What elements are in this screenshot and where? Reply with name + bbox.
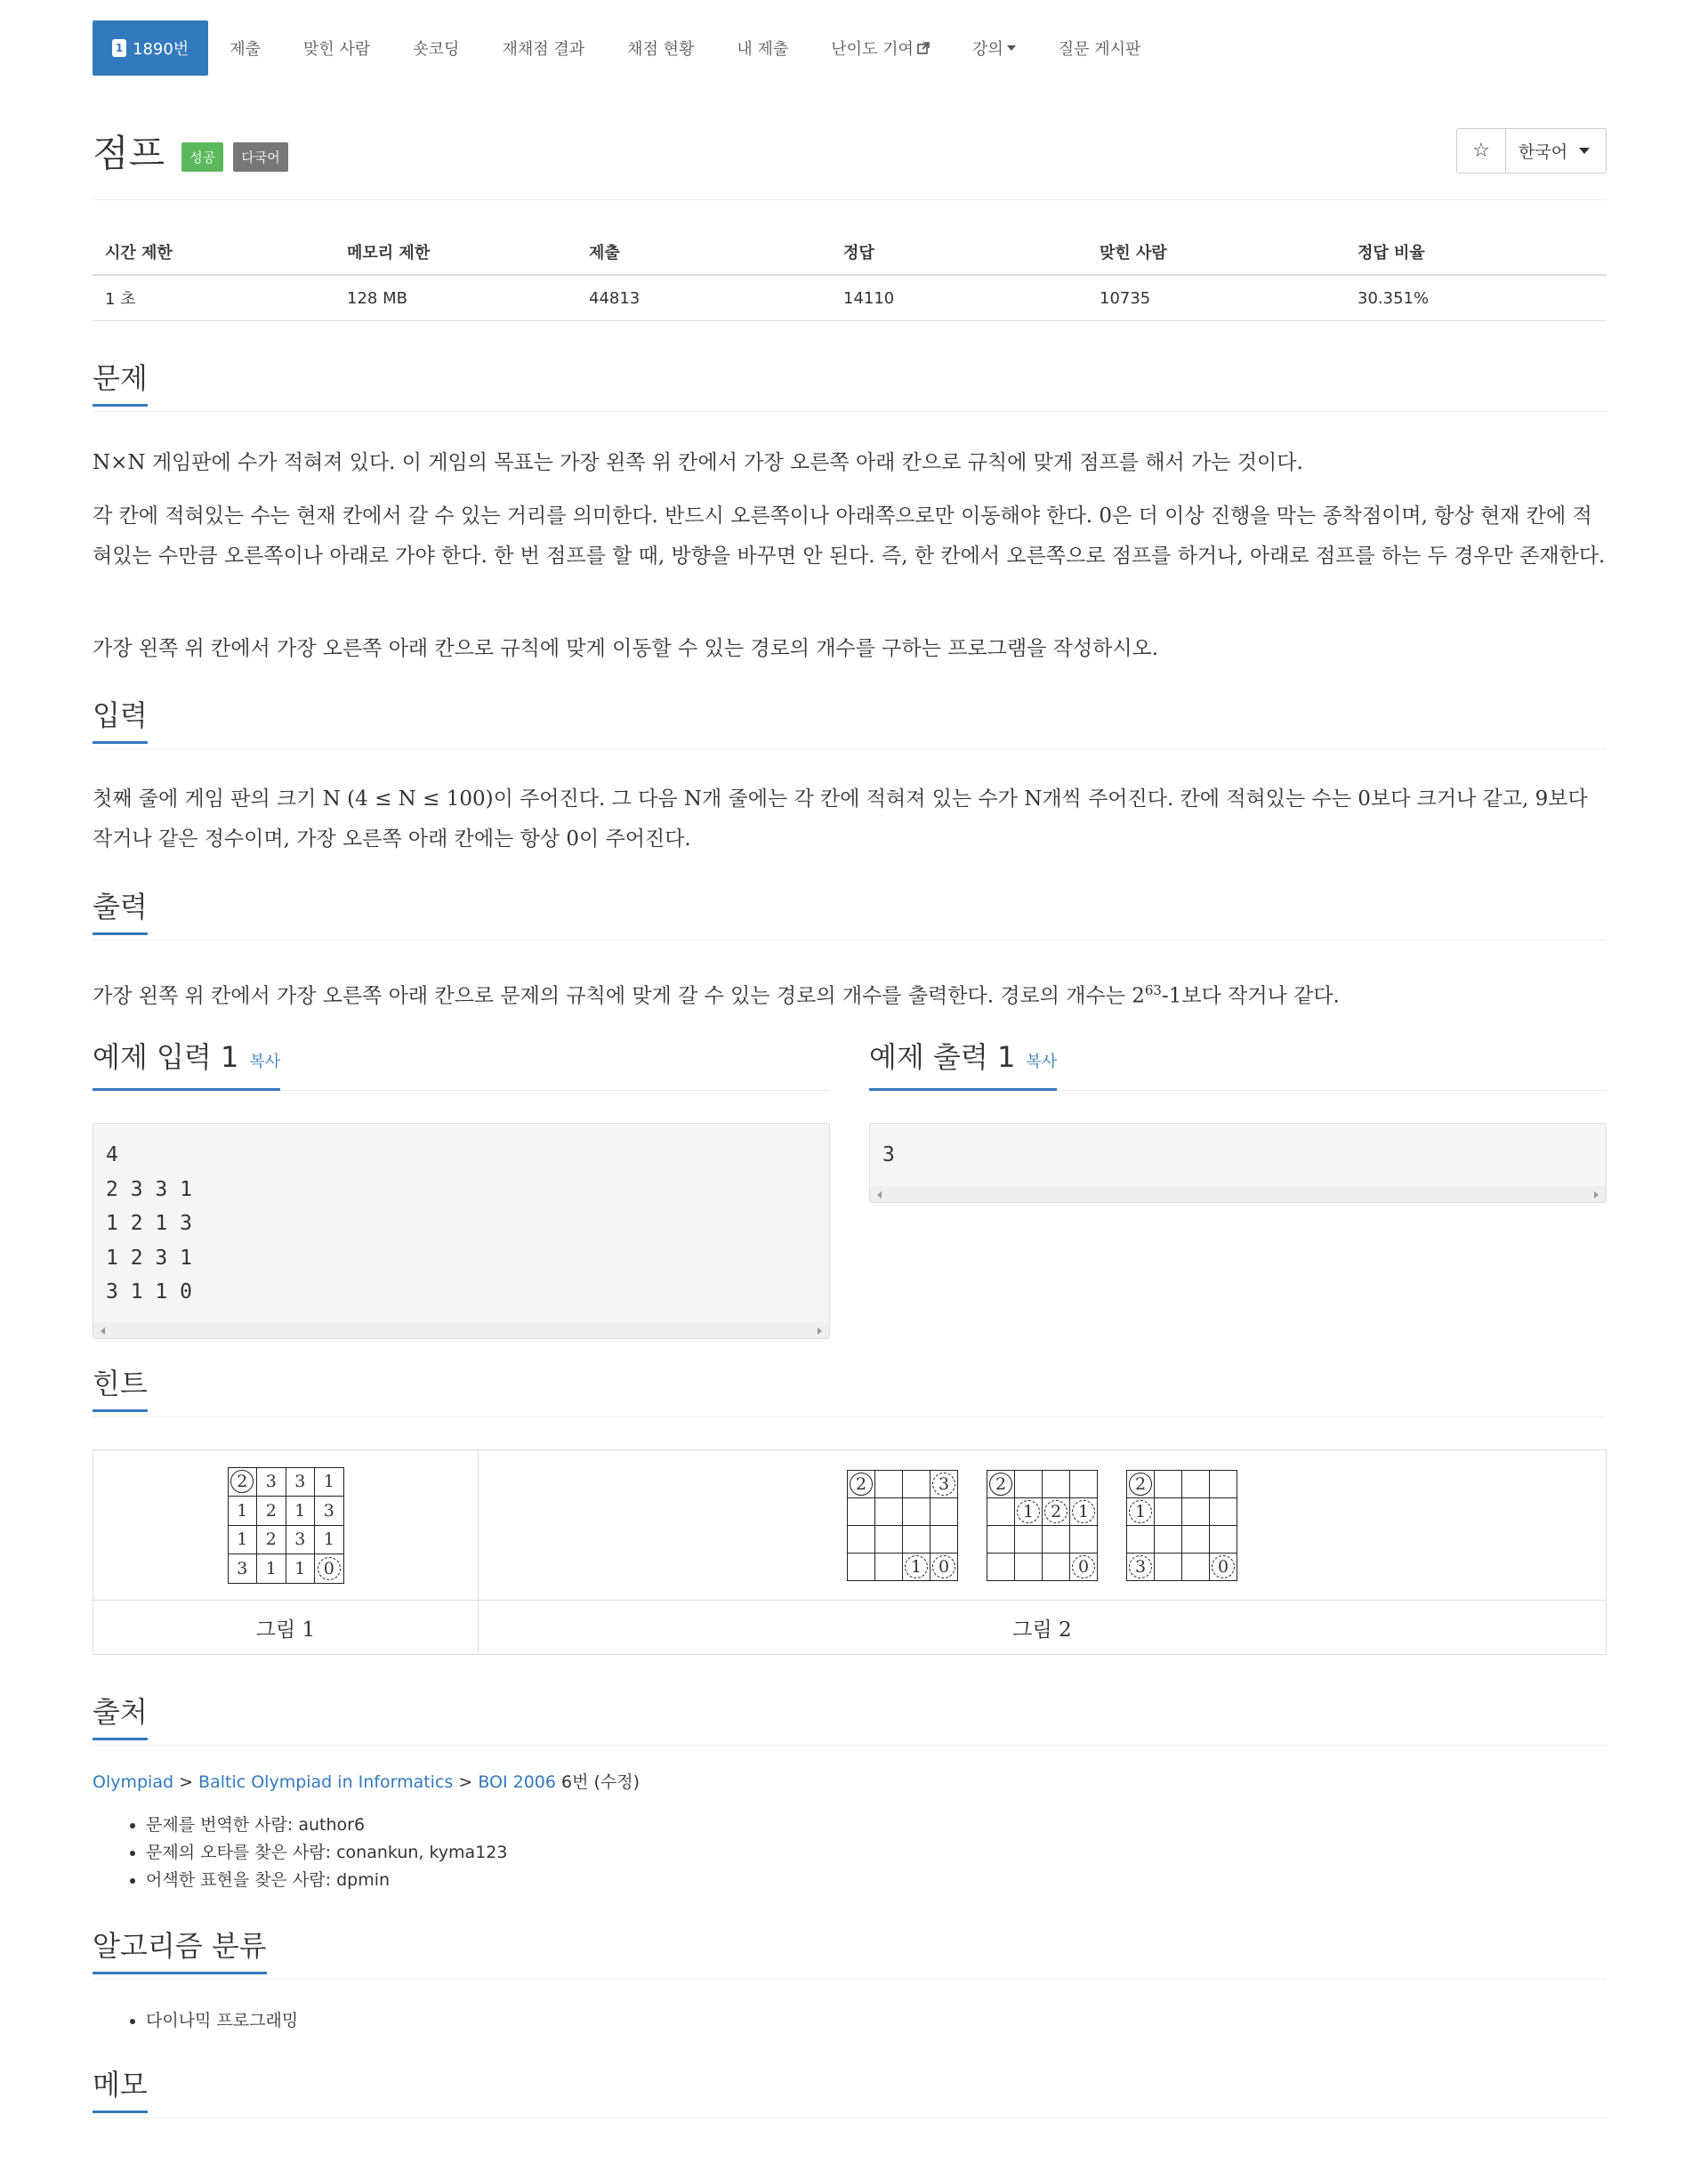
info-header-ratio: 정답 비율: [1345, 230, 1607, 275]
sample-input-title-text: 예제 입력 1: [93, 1040, 239, 1074]
grid-cell: [1182, 1526, 1210, 1554]
grid-cell: [286, 1468, 316, 1497]
grid-cell: [1210, 1471, 1237, 1498]
info-header-time: 시간 제한: [93, 230, 334, 275]
grid-cell-value: 0: [318, 1557, 341, 1580]
sample-input-title: [93, 1040, 280, 1091]
sample-output-header: [869, 1040, 1607, 1091]
breadcrumb-separator: >: [458, 1772, 473, 1792]
grid-cell: [903, 1554, 931, 1581]
info-value-row: [93, 275, 1607, 321]
grid-cell: [903, 1498, 931, 1526]
grid-cell: [315, 1526, 344, 1555]
grid-cell-value: 2: [1129, 1473, 1152, 1496]
grid-cell: [1155, 1471, 1182, 1498]
breadcrumb-separator: >: [179, 1772, 193, 1792]
algorithm-section-header: [93, 1929, 1607, 1980]
figure-2-caption: 그림 2: [479, 1601, 1607, 1655]
tab-solved-users-label: 맞힌 사람: [302, 40, 371, 59]
grid-cell: [1155, 1498, 1182, 1526]
tab-qna-board[interactable]: [1037, 20, 1163, 76]
grid-cell: [229, 1497, 258, 1526]
sample-output-title: [869, 1040, 1057, 1091]
grid-cell: [257, 1526, 286, 1555]
grid-cell-value: 1: [237, 1529, 248, 1550]
tab-submit-label: 제출: [230, 40, 261, 59]
grid-cell-value: 1: [294, 1500, 306, 1521]
grid-cell-value: 1: [323, 1529, 334, 1550]
tab-problem[interactable]: [93, 20, 208, 76]
info-header-row: [93, 230, 1607, 275]
grid-cell-value: 2: [265, 1529, 277, 1550]
grid-cell: [1015, 1526, 1043, 1554]
list-item: • 문제의 오타를 찾은 사람: conankun, kyma123: [146, 1839, 507, 1867]
figure-1-cell: [93, 1450, 479, 1601]
grid-cell: [987, 1471, 1015, 1498]
star-icon: ☆: [1472, 140, 1490, 162]
info-time-limit: 1 초: [93, 275, 334, 321]
sample-output-text: 3: [882, 1143, 895, 1166]
grid-cell: [903, 1526, 931, 1554]
grid-cell-value: 3: [237, 1558, 248, 1578]
source-link-olympiad[interactable]: Olympiad: [93, 1772, 174, 1792]
figure-2a-grid: [847, 1470, 958, 1581]
grid-cell: [286, 1554, 316, 1584]
tab-short-coding[interactable]: [391, 20, 480, 76]
grid-cell: [286, 1526, 316, 1555]
horizontal-scrollbar[interactable]: [870, 1186, 1606, 1202]
grid-cell-value: 1: [1129, 1500, 1152, 1523]
source-link-boi[interactable]: Baltic Olympiad in Informatics: [198, 1772, 454, 1792]
grid-cell-value: 3: [294, 1529, 306, 1550]
output-exponent: 63: [1144, 982, 1162, 998]
sample-output-box[interactable]: [869, 1123, 1607, 1203]
algorithm-section-title: 알고리즘 분류: [93, 1929, 267, 1974]
grid-cell: [931, 1471, 958, 1498]
scroll-left-icon: [101, 1328, 105, 1335]
grid-cell-value: 2: [230, 1470, 254, 1493]
tab-difficulty[interactable]: [810, 20, 951, 76]
grid-cell: [987, 1526, 1015, 1554]
input-section-header: [93, 698, 1607, 749]
grid-cell: [315, 1497, 344, 1526]
list-item: • 문제를 번역한 사람: author6: [146, 1812, 507, 1839]
figure-1-grid: [228, 1467, 344, 1584]
source-breadcrumb: [93, 1769, 640, 1793]
language-select[interactable]: [1506, 129, 1606, 173]
grid-cell-value: 1: [265, 1558, 277, 1578]
grid-cell: [1070, 1498, 1098, 1526]
grid-cell-value: 3: [1129, 1555, 1152, 1578]
grid-cell: [875, 1498, 903, 1526]
copy-input-button[interactable]: 복사: [249, 1053, 281, 1071]
grid-cell-value: 3: [294, 1472, 306, 1492]
grid-cell: [229, 1526, 258, 1555]
info-accepted: 14110: [831, 275, 1087, 321]
tab-difficulty-label: 난이도 기여: [831, 40, 914, 59]
grid-cell: [1070, 1526, 1098, 1554]
grid-cell: [1155, 1526, 1182, 1554]
sample-input-box[interactable]: [93, 1123, 830, 1339]
grid-cell: [848, 1526, 875, 1554]
problem-paragraph-3: 가장 왼쪽 위 칸에서 가장 오른쪽 아래 칸으로 규칙에 맞게 이동할 수 있는 경로의 개수를 구하는 프로그램을 작성하시오.: [93, 637, 1159, 660]
grid-cell: [875, 1554, 903, 1581]
output-section-title: 출력: [93, 890, 148, 935]
grid-cell: [903, 1471, 931, 1498]
memo-section-header: [93, 2068, 1607, 2119]
problem-title: 점프: [93, 132, 165, 175]
horizontal-scrollbar[interactable]: [93, 1322, 829, 1338]
figure-1-caption: 그림 1: [93, 1601, 479, 1655]
grid-cell-value: 1: [323, 1472, 334, 1492]
grid-cell-value: 0: [1072, 1555, 1095, 1578]
grid-cell-value: 1: [905, 1555, 928, 1578]
grid-cell: [315, 1468, 344, 1497]
tab-status-label: 채점 현황: [627, 40, 695, 59]
tab-my-submissions-label: 내 제출: [737, 40, 789, 59]
grid-cell-value: 2: [1044, 1500, 1068, 1523]
scroll-left-icon: [877, 1191, 882, 1198]
output-text-after: -1보다 작거나 같다.: [1161, 984, 1340, 1008]
grid-cell: [1182, 1471, 1210, 1498]
figure-2-grids: [847, 1470, 1237, 1581]
grid-cell: [257, 1554, 286, 1584]
grid-cell: [848, 1471, 875, 1498]
grid-cell: [1127, 1471, 1155, 1498]
grid-cell: [1043, 1498, 1070, 1526]
grid-cell: [1210, 1498, 1237, 1526]
star-button[interactable]: [1457, 129, 1506, 173]
grid-cell: [1043, 1471, 1070, 1498]
grid-cell-value: 0: [1212, 1555, 1235, 1578]
copy-output-button[interactable]: 복사: [1026, 1053, 1058, 1071]
source-suffix: 6번 (수정): [561, 1772, 640, 1792]
grid-cell: [1127, 1526, 1155, 1554]
grid-cell: [931, 1526, 958, 1554]
grid-cell: [931, 1554, 958, 1581]
source-section-title: 출처: [93, 1695, 148, 1740]
divider: [93, 199, 1607, 200]
info-ratio: 30.351%: [1345, 275, 1607, 321]
info-header-memory: 메모리 제한: [334, 230, 576, 275]
grid-cell: [1015, 1554, 1043, 1581]
sample-input-text: 4 2 3 3 1 1 2 1 3 1 2 3 1 3 1 1 0: [106, 1143, 192, 1303]
tab-problem-label: 1890번: [133, 40, 189, 59]
grid-cell: [1155, 1554, 1182, 1581]
tab-solved-users[interactable]: [282, 20, 391, 76]
grid-cell: [987, 1554, 1015, 1581]
tab-submit[interactable]: [208, 20, 282, 76]
list-item: • 어색한 표현을 찾은 사람: dpmin: [146, 1867, 507, 1894]
grid-cell-value: 1: [237, 1500, 248, 1521]
scroll-right-icon: [1594, 1191, 1599, 1198]
grid-cell: [875, 1471, 903, 1498]
figure-2c-grid: [1126, 1470, 1237, 1581]
output-section-header: [93, 890, 1607, 940]
grid-cell: [1015, 1471, 1043, 1498]
tab-short-coding-label: 숏코딩: [413, 40, 460, 59]
problem-number-icon: 1: [112, 39, 126, 57]
grid-cell-value: 0: [932, 1555, 955, 1578]
success-badge: 성공: [181, 142, 223, 172]
grid-cell: [931, 1498, 958, 1526]
tab-lecture-label: 강의: [971, 40, 1003, 59]
grid-cell: [1210, 1554, 1237, 1581]
algorithm-tag-link[interactable]: • 다이나믹 프로그래밍: [146, 2007, 298, 2035]
grid-cell-value: 2: [265, 1500, 277, 1521]
tab-rejudge-result[interactable]: [480, 20, 606, 76]
problem-section-title: 문제: [93, 361, 148, 407]
grid-cell: [1070, 1471, 1098, 1498]
problem-info-table: [93, 230, 1607, 321]
multilang-badge: 다국어: [233, 142, 287, 172]
sample-input-header: [93, 1040, 830, 1091]
grid-cell-value: 3: [323, 1500, 334, 1521]
grid-cell: [229, 1554, 258, 1584]
grid-cell: [257, 1468, 286, 1497]
language-select-label: 한국어: [1519, 142, 1568, 162]
grid-cell: [1070, 1554, 1098, 1581]
output-text-before: 가장 왼쪽 위 칸에서 가장 오른쪽 아래 칸으로 문제의 규칙에 맞게 갈 수 있는 경로의 개수를 출력한다. 경로의 개수는 2: [93, 984, 1145, 1008]
grid-cell: [848, 1554, 875, 1581]
scroll-right-icon: [818, 1328, 822, 1335]
problem-title-row: [93, 125, 1607, 178]
source-link-boi-2006[interactable]: BOI 2006: [478, 1772, 556, 1792]
grid-cell-value: 1: [294, 1558, 306, 1578]
grid-cell: [875, 1526, 903, 1554]
title-toolbar: [1456, 128, 1607, 174]
grid-cell: [229, 1468, 258, 1497]
grid-cell-value: 1: [1017, 1500, 1040, 1523]
memo-section-title: 메모: [93, 2068, 148, 2113]
grid-cell: [1182, 1554, 1210, 1581]
hint-section-header: [93, 1367, 1607, 1417]
grid-cell: [1043, 1554, 1070, 1581]
external-link-icon: [917, 42, 930, 54]
input-paragraph: 첫째 줄에 게임 판의 크기 N (4 ≤ N ≤ 100)이 주어진다. 그 다음 N개 줄에는 각 칸에 적혀져 있는 수가 N개씩 주어진다. 칸에 적혀있는 수는 0보다 크거나 같고, 9보다 작거나 같은 정수이며, 가장 오른쪽 아래 칸에는 항상 0이 주어진다.: [93, 787, 1588, 851]
grid-cell-value: 3: [932, 1473, 955, 1496]
grid-cell-value: 2: [850, 1473, 873, 1496]
grid-cell: [1127, 1554, 1155, 1581]
info-header-accepted: 정답: [831, 230, 1087, 275]
sample-output-title-text: 예제 출력 1: [869, 1040, 1016, 1074]
hint-caption-row: [93, 1601, 1607, 1655]
grid-cell: [286, 1497, 316, 1526]
tab-qna-board-label: 질문 게시판: [1058, 40, 1141, 59]
source-section-header: [93, 1695, 1607, 1746]
hint-figure-table: [93, 1449, 1607, 1655]
chevron-down-icon: [1007, 45, 1016, 51]
source-credits-list: [93, 1812, 507, 1894]
algorithm-list: [93, 2007, 298, 2035]
info-header-solved-users: 맞힌 사람: [1087, 230, 1345, 275]
grid-cell: [1127, 1498, 1155, 1526]
info-solved-users: 10735: [1087, 275, 1345, 321]
grid-cell-value: 2: [989, 1473, 1012, 1496]
problem-paragraph-1: N×N 게임판에 수가 적혀져 있다. 이 게임의 목표는 가장 왼쪽 위 칸에서 가장 오른쪽 아래 칸으로 규칙에 맞게 점프를 해서 가는 것이다.: [93, 451, 1303, 474]
grid-cell: [1043, 1526, 1070, 1554]
figure-2b-grid: [987, 1470, 1098, 1581]
tab-my-submissions[interactable]: [715, 20, 810, 76]
info-header-submissions: 제출: [576, 230, 831, 275]
chevron-down-icon: [1579, 148, 1590, 154]
grid-cell: [848, 1498, 875, 1526]
info-memory-limit: 128 MB: [334, 275, 576, 321]
problem-nav: [93, 20, 1162, 76]
output-paragraph: [93, 971, 1607, 1017]
problem-paragraph-2: 각 칸에 적혀있는 수는 현재 칸에서 갈 수 있는 거리를 의미한다. 반드시 오른쪽이나 아래쪽으로만 이동해야 한다. 0은 더 이상 진행을 막는 종착점이며, 항상 현재 칸에 적혀있는 수만큼 오른쪽이나 아래로 가야 한다. 한 번 점프를 할 때, 방향을 바꾸면 안 된다. 즉, 한 칸에서 오른쪽으로 점프를 하거나, 아래로 점프를 하는 두 경우만 존재한다.: [93, 504, 1606, 568]
tab-lecture[interactable]: [951, 20, 1037, 76]
grid-cell: [1182, 1498, 1210, 1526]
hint-section-title: 힌트: [93, 1367, 148, 1412]
grid-cell: [1210, 1526, 1237, 1554]
tab-rejudge-result-label: 재채점 결과: [502, 40, 585, 59]
grid-cell-value: 3: [265, 1472, 277, 1492]
figure-2-cell: [479, 1450, 1607, 1601]
info-submissions: 44813: [576, 275, 831, 321]
grid-cell: [987, 1498, 1015, 1526]
problem-section-header: [93, 361, 1607, 412]
grid-cell: [1015, 1498, 1043, 1526]
tab-status[interactable]: [606, 20, 715, 76]
grid-cell: [315, 1554, 344, 1584]
hint-image-row: [93, 1450, 1607, 1601]
grid-cell: [257, 1497, 286, 1526]
input-section-title: 입력: [93, 698, 148, 744]
grid-cell-value: 1: [1072, 1500, 1095, 1523]
